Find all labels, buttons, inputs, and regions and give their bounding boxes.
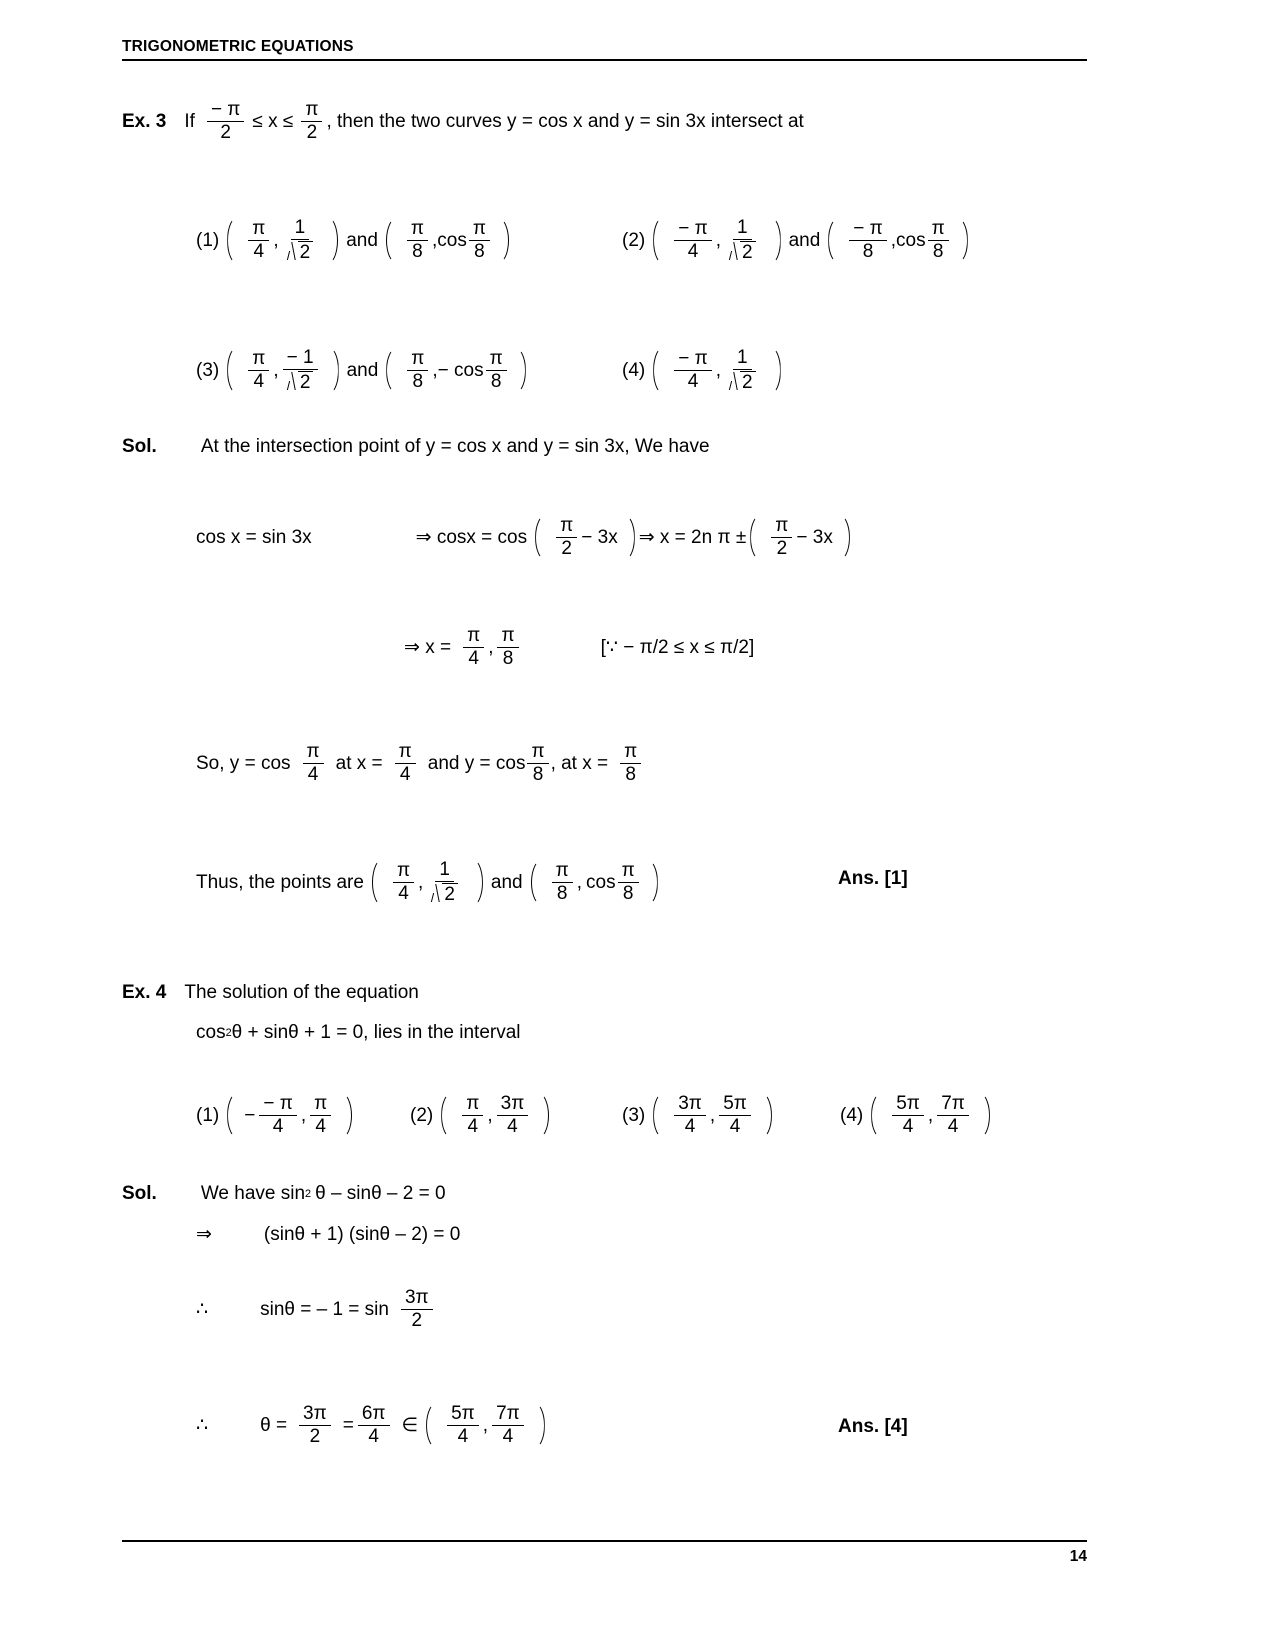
answer-text: Ans. [4]	[838, 1416, 908, 1437]
minus-3x-term: − 3x	[796, 526, 833, 548]
left-paren	[441, 1090, 456, 1141]
example-4-option-4[interactable]	[840, 1090, 990, 1141]
theta-value-fraction-2: $\frac{6\pi}{4}$	[358, 1404, 390, 1447]
pi-over-4-fraction: $\frac{\pi}{4}$	[463, 626, 484, 669]
interval-upper-fraction: $\frac{\pi}{4}$	[310, 1094, 331, 1137]
equals-sign: =	[342, 1414, 354, 1436]
coordinate-pair-2	[828, 215, 967, 266]
cos-argument-fraction: $\frac{\pi}{8}$	[618, 861, 639, 904]
interval-lower-fraction: $\frac{5\pi}{4}$	[447, 1404, 479, 1447]
theta-value-fraction-1: $\frac{3\pi}{2}$	[299, 1404, 331, 1447]
cos-argument-fraction: $\frac{\pi}{8}$	[486, 349, 507, 392]
solution-label: Sol.	[122, 1183, 157, 1204]
right-paren	[530, 1400, 545, 1451]
option-marker: (2)	[622, 229, 646, 251]
example-4-answer	[838, 1416, 908, 1438]
interval-group	[441, 1090, 549, 1141]
coordinate-pair-2	[386, 215, 509, 266]
equation-remainder: θ + sinθ + 1 = 0, lies in the interval	[231, 1022, 521, 1043]
conjunction-and: and	[346, 229, 378, 251]
left-paren	[227, 344, 242, 397]
x-coordinate-fraction: $\frac{\pi}{8}$	[407, 219, 428, 262]
lower-bound-fraction: $\frac{- \pi}{2}$	[207, 100, 244, 143]
quadratic-equation: θ – sinθ – 2 = 0	[315, 1183, 446, 1204]
x-coordinate-fraction: $\frac{\pi}{8}$	[552, 861, 573, 904]
at-x-equals-1: at x =	[335, 752, 383, 774]
x-coordinate-fraction: $\frac{- \pi}{4}$	[674, 349, 711, 392]
right-paren	[766, 214, 781, 267]
pair-comma: ,	[273, 229, 279, 251]
left-paren	[386, 215, 401, 266]
example-3-option-4[interactable]	[622, 344, 781, 397]
left-paren	[535, 512, 550, 563]
x-coordinate-fraction: $\frac{\pi}{4}$	[393, 861, 414, 904]
coordinate-pair-1	[227, 214, 338, 267]
interval-upper-fraction: $\frac{7\pi}{4}$	[937, 1094, 969, 1137]
minus-3x-term: − 3x	[581, 526, 618, 548]
factored-form: (sinθ + 1) (sinθ – 2) = 0	[263, 1223, 461, 1245]
upper-bound-fraction: $\frac{\pi}{2}$	[301, 100, 322, 143]
left-paren	[372, 856, 387, 909]
example-4-option-2[interactable]	[410, 1090, 549, 1141]
cos-argument-fraction-1: $\frac{\pi}{4}$	[303, 742, 324, 785]
therefore-symbol: ∴	[196, 1415, 209, 1437]
minus-sign: −	[244, 1104, 256, 1126]
final-coordinate-pair-1	[372, 856, 483, 909]
sqrt-icon: 2	[729, 241, 756, 263]
interval-lower-fraction: $\frac{5\pi}{4}$	[892, 1094, 924, 1137]
example-3-solution-line-3	[196, 742, 645, 785]
and-y-equals-cos: and y = cos	[427, 752, 526, 774]
answer-text: Ans. [1]	[838, 868, 908, 889]
domain-note: [∵ − π/2 ≤ x ≤ π/2]	[600, 637, 755, 659]
sqrt-icon: 2	[287, 241, 314, 263]
example-4-statement-equation	[196, 1022, 521, 1044]
right-paren	[511, 345, 526, 396]
interval-comma: ,	[482, 1414, 489, 1436]
interval-group	[871, 1090, 990, 1141]
x-coordinate-fraction: $\frac{- \pi}{4}$	[674, 219, 711, 262]
left-paren	[653, 344, 668, 397]
sin-theta-value: sinθ = – 1 = sin	[260, 1298, 389, 1320]
x-coordinate-fraction: $\frac{\pi}{4}$	[248, 219, 269, 262]
example-3-option-2[interactable]	[622, 214, 968, 267]
page-number: 14	[1069, 1548, 1087, 1565]
cos-function: cos	[437, 229, 467, 251]
example-3-solution-line-2	[404, 626, 754, 669]
implication-1: ⇒ cosx = cos	[415, 527, 528, 549]
pair-comma: ,	[432, 229, 438, 251]
sqrt-icon: 2	[729, 371, 756, 393]
interval-upper-fraction: $\frac{3\pi}{4}$	[497, 1094, 529, 1137]
we-have-sin-text: We have sin	[200, 1183, 306, 1204]
option-marker: (1)	[196, 1104, 220, 1126]
interval-upper-fraction: $\frac{5\pi}{4}$	[719, 1094, 751, 1137]
example-4-solution-line-2	[196, 1223, 460, 1246]
cos-argument-group-1	[535, 512, 635, 563]
interval-comma: ,	[927, 1104, 934, 1126]
right-paren	[975, 1090, 990, 1141]
list-comma: ,	[488, 636, 494, 658]
example-4-solution-line-1	[122, 1183, 446, 1205]
cos-function: cos	[586, 871, 616, 893]
cos-argument-fraction: $\frac{\pi}{8}$	[469, 219, 490, 262]
right-paren	[494, 215, 509, 266]
coordinate-pair-1	[653, 214, 780, 267]
y-coordinate-fraction: $\frac{1}{2}$	[283, 218, 318, 263]
implication-x-equals: ⇒ x =	[404, 637, 452, 659]
example-4-solution-line-4	[196, 1400, 545, 1451]
right-paren	[468, 856, 483, 909]
left-paren	[426, 1400, 441, 1451]
theta-equals: θ =	[260, 1414, 288, 1436]
example-3-solution-line-1	[196, 512, 850, 563]
example-3-solution-line-4	[196, 856, 658, 909]
option-marker: (2)	[410, 1104, 434, 1126]
pair-comma: ,	[273, 359, 279, 381]
x-coordinate-fraction: $\frac{- \pi}{8}$	[849, 219, 886, 262]
header-title: TRIGONOMETRIC EQUATIONS	[122, 38, 354, 55]
exponent-2: 2	[305, 1188, 312, 1200]
interval-lower-fraction: $\frac{- \pi}{4}$	[259, 1094, 296, 1137]
interval-upper-fraction: $\frac{7\pi}{4}$	[492, 1404, 524, 1447]
cos-text: cos	[196, 1022, 226, 1043]
coordinate-pair-2	[386, 345, 525, 396]
right-paren	[534, 1090, 549, 1141]
pair-comma: ,	[715, 359, 721, 381]
solution-intro-text: At the intersection point of y = cos x and y = sin 3x, We have	[200, 436, 710, 457]
option-marker: (3)	[622, 1104, 646, 1126]
exponent-2: 2	[225, 1027, 232, 1039]
example-3-if: If	[184, 110, 195, 132]
option-marker: (3)	[196, 359, 220, 381]
y-coordinate-fraction: $\frac{1}{2}$	[725, 218, 760, 263]
example-3-answer	[838, 868, 908, 890]
thus-points-are: Thus, the points are	[196, 871, 364, 893]
interval-lower-fraction: $\frac{3\pi}{4}$	[674, 1094, 706, 1137]
so-y-equals-cos: So, y = cos	[196, 752, 291, 774]
conjunction-and: and	[490, 871, 523, 893]
pair-comma: ,	[890, 229, 897, 251]
left-paren	[227, 1090, 242, 1141]
coordinate-pair-1	[653, 344, 780, 397]
sqrt-icon: 2	[431, 883, 458, 905]
interval-group	[653, 1090, 772, 1141]
right-paren	[337, 1090, 352, 1141]
interval-group	[227, 1090, 352, 1141]
page-header	[122, 38, 1087, 61]
interval-comma: ,	[709, 1104, 716, 1126]
pair-comma: ,	[576, 871, 582, 893]
x-value-fraction-1: $\frac{\pi}{4}$	[395, 742, 416, 785]
half-pi-fraction: $\frac{\pi}{2}$	[556, 516, 577, 559]
pair-comma: ,	[418, 871, 424, 893]
cos-function: cos	[896, 229, 926, 251]
example-3-option-3[interactable]	[196, 344, 526, 397]
example-4-option-3[interactable]	[622, 1090, 772, 1141]
cos-argument-fraction: $\frac{\pi}{8}$	[928, 219, 949, 262]
left-paren	[386, 345, 401, 396]
example-3-statement-rest: , then the two curves y = cos x and y = sin 3x intersect at	[326, 110, 804, 132]
right-paren	[953, 215, 968, 266]
interval-group	[426, 1400, 545, 1451]
pair-comma: ,	[715, 229, 721, 251]
header-divider	[122, 59, 1087, 61]
implication-symbol: ⇒	[196, 1224, 212, 1245]
x-coordinate-fraction: $\frac{\pi}{4}$	[248, 349, 269, 392]
interval-lower-fraction: $\frac{\pi}{4}$	[462, 1094, 483, 1137]
example-4-option-1[interactable]	[196, 1090, 352, 1141]
cos-argument-fraction-2: $\frac{\pi}{8}$	[527, 742, 548, 785]
implication-2: ⇒ x = 2n π ±	[638, 527, 747, 549]
x-coordinate-fraction: $\frac{\pi}{8}$	[407, 349, 428, 392]
option-marker: (4)	[840, 1104, 864, 1126]
interval-comma: ,	[300, 1104, 307, 1126]
right-paren	[643, 857, 658, 908]
half-pi-fraction: $\frac{\pi}{2}$	[771, 516, 792, 559]
element-of-symbol: ∈	[401, 1415, 419, 1437]
sqrt-icon: 2	[287, 371, 314, 393]
option-marker: (1)	[196, 229, 220, 251]
at-x-equals-2: , at x =	[550, 752, 609, 774]
three-pi-over-2-fraction: $\frac{3\pi}{2}$	[401, 1288, 433, 1331]
right-paren	[757, 1090, 772, 1141]
conjunction-and: and	[788, 229, 821, 251]
final-coordinate-pair-2	[531, 857, 658, 908]
page-footer	[122, 1540, 1087, 1566]
left-paren	[871, 1090, 886, 1141]
pi-over-8-fraction: $\frac{\pi}{8}$	[497, 626, 518, 669]
y-coordinate-fraction: $\frac{1}{2}$	[725, 348, 760, 393]
example-3-solution-intro	[122, 436, 710, 458]
interval-comma: ,	[487, 1104, 493, 1126]
coordinate-pair-1	[227, 344, 338, 397]
example-4-solution-line-3	[196, 1288, 437, 1331]
option-marker: (4)	[622, 359, 646, 381]
solution-label: Sol.	[122, 436, 157, 457]
left-paren	[531, 857, 546, 908]
example-3-label: Ex. 3	[122, 110, 167, 132]
right-paren	[766, 344, 781, 397]
conjunction-and: and	[346, 359, 379, 381]
right-paren	[620, 512, 635, 563]
inequality-symbols: ≤ x ≤	[252, 110, 294, 132]
left-paren	[653, 214, 668, 267]
left-paren	[653, 1090, 668, 1141]
example-4-label: Ex. 4	[122, 982, 167, 1003]
right-paren	[324, 344, 339, 397]
cos-argument-group-2	[750, 512, 850, 563]
left-paren	[828, 215, 843, 266]
cos-function: − cos	[437, 359, 484, 381]
right-paren	[835, 512, 850, 563]
equation-lhs: cos x = sin 3x	[196, 526, 312, 548]
example-4-statement	[122, 982, 419, 1004]
right-paren	[323, 214, 338, 267]
left-paren	[750, 512, 765, 563]
y-coordinate-fraction: $\frac{- 1}{2}$	[283, 348, 318, 393]
therefore-symbol: ∴	[196, 1299, 209, 1321]
example-3-option-1[interactable]	[196, 214, 509, 267]
example-4-statement-line-1: The solution of the equation	[184, 982, 419, 1003]
example-3-statement	[122, 100, 804, 143]
y-coordinate-fraction: $\frac{1}{2}$	[427, 860, 462, 905]
pair-comma: ,	[432, 359, 438, 381]
x-value-fraction-2: $\frac{\pi}{8}$	[620, 742, 641, 785]
left-paren	[227, 214, 242, 267]
